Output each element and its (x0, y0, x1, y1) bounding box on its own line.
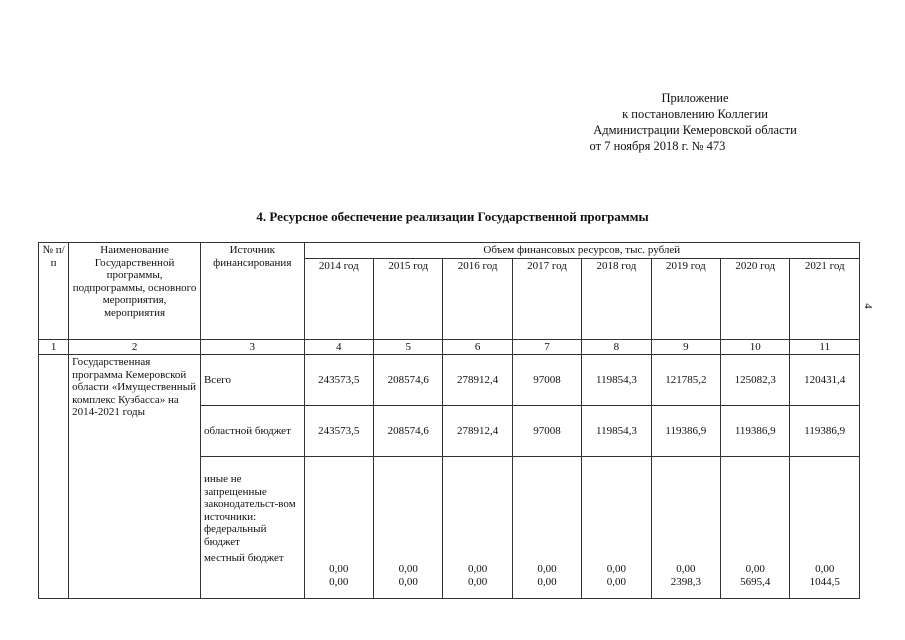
column-index: 11 (790, 339, 860, 355)
value-cell: 121785,2 (651, 355, 720, 406)
value-cell: 278912,4 (443, 355, 512, 406)
year-header: 2015 год (374, 258, 443, 339)
source-cell: Всего (200, 355, 304, 406)
value-cell: 97008 (512, 406, 581, 457)
header-line: Администрации Кемеровской области (593, 123, 797, 137)
year-header: 2021 год (790, 258, 860, 339)
column-index: 8 (582, 339, 651, 355)
federal-value: 0,00 (745, 563, 765, 575)
value-cell: 243573,5 (304, 406, 373, 457)
local-value: 5695,4 (740, 575, 771, 588)
federal-budget-label: федеральный бюджет (203, 523, 267, 548)
local-value: 0,00 (467, 575, 488, 588)
value-cell-pair (651, 457, 720, 599)
value-cell: 119386,9 (651, 406, 720, 457)
value-cell-pair (790, 457, 860, 599)
column-index: 2 (69, 339, 201, 355)
header-line: к постановлению Коллегии (622, 107, 768, 121)
resource-table (38, 242, 860, 599)
local-value: 2398,3 (670, 575, 701, 588)
value-cell-pair (374, 457, 443, 599)
col-header-num: № п/п (39, 243, 69, 340)
section-title: 4. Ресурсное обеспечение реализации Государственной программы (256, 209, 649, 224)
federal-value: 0,00 (329, 563, 349, 575)
value-cell: 208574,6 (374, 406, 443, 457)
federal-value: 0,00 (676, 563, 696, 575)
column-index: 9 (651, 339, 720, 355)
value-cell: 97008 (512, 355, 581, 406)
value-cell: 119854,3 (582, 406, 651, 457)
col-header-volume: Объем финансовых ресурсов, тыс. рублей (304, 243, 859, 259)
year-header: 2018 год (582, 258, 651, 339)
value-cell: 119854,3 (582, 355, 651, 406)
value-cell: 208574,6 (374, 355, 443, 406)
col-header-source: Источник финансирования (200, 243, 304, 340)
other-sources-intro: иные не запрещенные законодательст-вом источники: (203, 473, 296, 523)
year-header: 2019 год (651, 258, 720, 339)
source-cell-other (200, 457, 304, 599)
column-index-row (39, 339, 860, 355)
local-value: 0,00 (398, 575, 418, 588)
federal-value: 0,00 (537, 563, 557, 575)
source-cell: областной бюджет (200, 406, 304, 457)
local-value: 1044,5 (809, 575, 840, 588)
value-cell: 243573,5 (304, 355, 373, 406)
local-value: 0,00 (606, 575, 627, 588)
approval-header (560, 90, 830, 154)
table-header-row (39, 243, 860, 259)
page-number: 4 (861, 303, 874, 309)
year-header: 2020 год (721, 258, 790, 339)
column-index: 1 (39, 339, 69, 355)
value-cell-pair (304, 457, 373, 599)
federal-value: 0,00 (467, 563, 488, 575)
federal-value: 0,00 (606, 563, 627, 575)
federal-value: 0,00 (815, 563, 835, 575)
value-cell: 120431,4 (790, 355, 860, 406)
column-index: 5 (374, 339, 443, 355)
value-cell-pair (582, 457, 651, 599)
header-line: от 7 ноября 2018 г. № 473 (589, 139, 726, 153)
column-index: 3 (200, 339, 304, 355)
col-header-name: Наименование Государственной программы, подпрограммы, основного мероприятия, мероприятия (69, 243, 201, 340)
value-cell: 278912,4 (443, 406, 512, 457)
local-value: 0,00 (329, 575, 349, 588)
value-cell: 119386,9 (721, 406, 790, 457)
federal-value: 0,00 (398, 563, 418, 575)
value-cell: 119386,9 (790, 406, 860, 457)
value-cell-pair (721, 457, 790, 599)
local-budget-label: местный бюджет (203, 552, 284, 564)
column-index: 10 (721, 339, 790, 355)
local-value: 0,00 (537, 575, 557, 588)
year-header: 2017 год (512, 258, 581, 339)
value-cell: 125082,3 (721, 355, 790, 406)
value-cell-pair (512, 457, 581, 599)
header-line: Приложение (661, 91, 729, 105)
value-cell-pair (443, 457, 512, 599)
year-header: 2014 год (304, 258, 373, 339)
column-index: 4 (304, 339, 373, 355)
row-number-cell (39, 355, 69, 599)
column-index: 6 (443, 339, 512, 355)
year-header: 2016 год (443, 258, 512, 339)
column-index: 7 (512, 339, 581, 355)
table-row-total (39, 355, 860, 406)
program-name-cell: Государственная программа Кемеровской области «Имущественный комплекс Кузбасса» на 2014-2021 годы (69, 355, 201, 599)
